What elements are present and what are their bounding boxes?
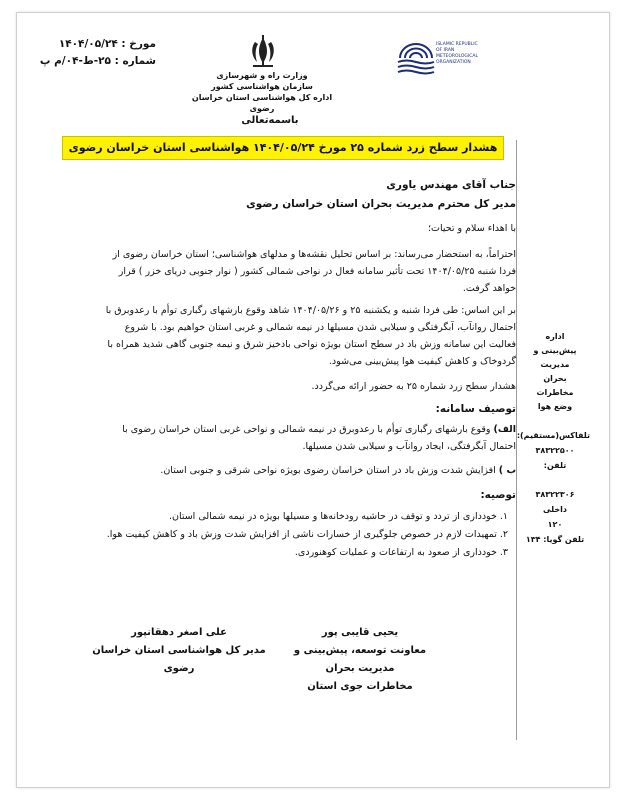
signer-title: مدیر کل هواشناسی استان خراسان رضوی <box>92 645 266 674</box>
description-item-b <box>96 462 516 479</box>
signer-name: علی اصغر دهقانپور <box>131 627 227 638</box>
organization-block <box>182 70 342 114</box>
recommendation-item: ۳. خودداری از صعود به ارتفاعات و عملیات کوهنوردی. <box>294 547 508 558</box>
ministry-name: وزارت راه و شهرسازی <box>216 71 308 80</box>
recipient-name: جناب آقای مهندس یاوری <box>386 179 516 191</box>
paragraph-intro: احتراماً، به استحضار می‌رساند: بر اساس تحلیل نقشه‌ها و مدلهای هواشناسی؛ استان خراسان رضوی از فردا شنبه ۱۴۰۴/۰۵/۲۵ تحت تأثیر سامانه فعال در نواحی شمالی کشور ( نوار جنوبی دریای خزر ) قرار خواهد گرفت. <box>112 249 516 294</box>
paragraph-warning-note: هشدار سطح زرد شماره ۲۵ به حضور ارائه می‌گردد. <box>311 381 516 392</box>
signer-name: یحیی قایبی پور <box>321 627 399 638</box>
signature-left <box>84 624 274 678</box>
fax-value: ۳۸۳۲۲۵۰۰ <box>535 446 575 455</box>
iran-emblem-icon <box>247 34 279 70</box>
signer-title: مخاطرات جوی استان <box>307 681 413 692</box>
phone-label: تلفن: <box>543 461 567 470</box>
recipient-block <box>96 176 516 214</box>
organization-name: سازمان هواشناسی کشور <box>211 82 313 91</box>
item-b-label: ب ) <box>498 465 516 476</box>
recommendations-list <box>98 508 508 562</box>
greeting: با اهداء سلام و تحیات؛ <box>428 223 516 234</box>
side-department: اداره پیش‌بینی و مدیریت بحران مخاطرات وضع هوا <box>533 332 577 411</box>
bismillah: باسمه‌تعالی <box>241 115 299 126</box>
meteorological-logo-icon <box>394 40 438 76</box>
item-a-text: وقوع بارشهای رگباری توأم با رعدوبرق در نیمه شمالی و نواحی غربی استان خراسان رضوی با احتمال آبگرفتگی، ایجاد روانآب و سیلابی شدن مسیلها. <box>122 424 516 452</box>
ext-label: داخلی <box>543 505 567 514</box>
logo-caption: ISLAMIC REPUBLIC OF IRAN METEOROLOGICAL ORGANIZATION <box>436 42 478 65</box>
warning-title: هشدار سطح زرد شماره ۲۵ مورخ ۱۴۰۴/۰۵/۲۴ هواشناسی استان خراسان رضوی <box>68 141 498 154</box>
fax-label: تلفاکس(مستقیم): <box>516 431 590 440</box>
paragraph-forecast: بر این اساس: طی فردا شنبه و یکشنبه ۲۵ و ۱۴۰۴/۰۵/۲۶ شاهد وقوع بارشهای رگباری توأم با رعدوبرق با احتمال روانآب، آبگرفتگی و سیلابی شدن مسیلها در نیمه شمالی و غربی استان خواهیم بود. با شروع فعالیت این سامانه وزش باد در سطح استان بویژه نواحی بادخیز شرق و نیمه جنوبی گاهی شدید همراه با گردوخاک و کاهش کیفیت هوا پیش‌بینی می‌شود. <box>105 305 516 367</box>
phone-value: ۳۸۳۲۲۳۰۶ <box>535 490 575 499</box>
letter-date: مورخ : ۱۴۰۴/۰۵/۲۴ <box>58 38 156 50</box>
side-contacts <box>516 428 590 547</box>
signer-title: معاونت توسعه، پیش‌بینی و مدیریت بحران <box>293 645 427 674</box>
recommendation-item: ۱. خودداری از تردد و توقف در حاشیه رودخانه‌ها و مسیلها بویژه در نیمه شمالی استان. <box>168 511 508 522</box>
item-b-text: افزایش شدت وزش باد در استان خراسان رضوی بویژه نواحی شرقی و جنوبی استان. <box>160 465 496 476</box>
description-heading: توصیف سامانه: <box>435 403 516 415</box>
signature-right <box>290 624 430 696</box>
ext-value: ۱۲۰ <box>547 520 563 529</box>
letter-number: شماره : ۲۵-ط-۰۴/م پ <box>39 55 156 67</box>
department-name: اداره کل هواشناسی استان خراسان رضوی <box>191 93 333 113</box>
description-item-a <box>96 421 516 455</box>
voice-phone: تلفن گویا: ۱۳۴ <box>525 535 585 544</box>
letter-meta <box>39 36 156 70</box>
recipient-title: مدیر کل محترم مدیریت بحران استان خراسان رضوی <box>246 198 516 210</box>
item-a-label: الف) <box>493 424 516 435</box>
recommendations-heading: توصیه: <box>480 489 516 501</box>
warning-banner <box>62 136 504 160</box>
recommendation-item: ۲. تمهیدات لازم در خصوص جلوگیری از خسارات ناشی از افزایش شدت وزش باد و کاهش کیفیت هوا. <box>106 529 508 540</box>
